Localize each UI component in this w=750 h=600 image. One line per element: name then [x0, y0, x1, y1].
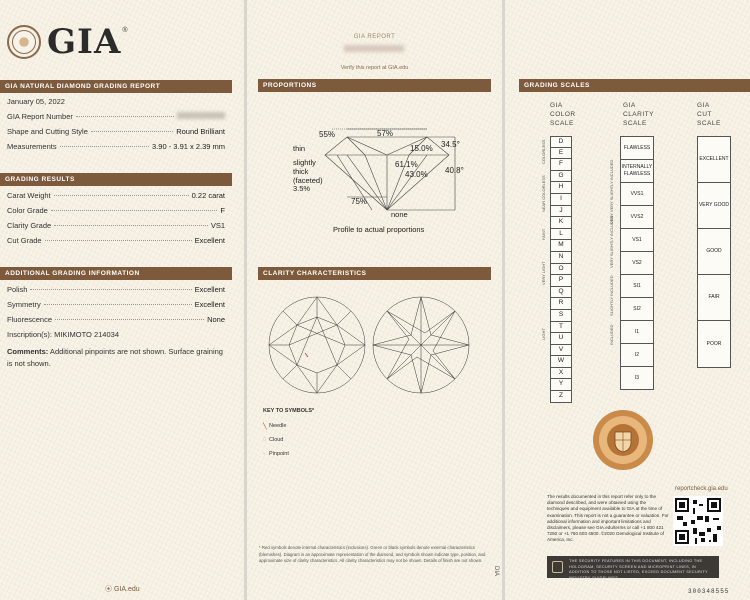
proportions-clarity-panel	[247, 0, 502, 600]
clarity-grade-cell: I1	[621, 321, 653, 344]
vertical-label: DIA	[493, 566, 499, 577]
clarity-plot-diagram	[261, 295, 487, 395]
needle-mark	[305, 353, 308, 357]
color-grade-cell: U	[550, 333, 572, 345]
clarity-group-vvs: VERY VERY SLIGHTLY INCLUDED	[609, 159, 614, 224]
report-disclaimer: The results documented in this report refer only to the diamond described, and were obtained using the techniques and equipment available to GIA at the time of examination. This report is not a guarantee or valuation. For additional information and important limitations and disclaimers, please see GIA.edu/terms or call +1 800 421 7250 or +1 760 603 4500. ©2020 Gemological Institute of America, Inc.	[547, 494, 669, 543]
color-group-colorless: COLORLESS	[541, 139, 546, 164]
color-group-faint: FAINT	[541, 228, 546, 240]
clarity-grade-cell: SI2	[621, 298, 653, 321]
color-grade-cell: P	[550, 275, 572, 287]
color-grade-cell: W	[550, 356, 572, 368]
color-grade-cell: S	[550, 310, 572, 322]
pavilion-angle: 40.8°	[445, 166, 464, 175]
color-grade-cell: H	[550, 182, 572, 194]
clarity-characteristics-bar: CLARITY CHARACTERISTICS	[258, 267, 491, 280]
color-grade-cell: X	[550, 368, 572, 380]
gia-mark-icon: ⦿	[105, 586, 114, 593]
color-grade-cell: E	[550, 148, 572, 160]
color-grade-cell: Z	[550, 391, 572, 403]
grading-scales-bar: GRADING SCALES	[519, 79, 750, 92]
symbol-pinpoint: Pinpoint	[269, 451, 289, 457]
cut-grade-cell: GOOD	[698, 229, 730, 275]
cut-scale-title: GIA CUT SCALE	[697, 102, 721, 127]
pavilion-depth: 43.0%	[405, 170, 428, 179]
measurements-row: Measurements 3.90 - 3.91 x 2.39 mm	[7, 142, 225, 151]
clarity-grade-cell: FLAWLESS	[621, 137, 653, 160]
registered-mark: ®	[122, 26, 128, 34]
report-number-row: GIA Report Number	[7, 112, 225, 127]
cut-grade-cell: FAIR	[698, 275, 730, 321]
girdle-pct: 3.5%	[293, 184, 311, 193]
color-grade-cell: O	[550, 264, 572, 276]
crown-height: 15.0%	[410, 144, 433, 153]
clarity-grade-cell: I3	[634, 374, 640, 381]
additional-info-bar: ADDITIONAL GRADING INFORMATION	[0, 267, 232, 280]
report-date: January 05, 2022	[7, 97, 65, 106]
color-grade-cell: N	[550, 252, 572, 264]
report-title-bar: GIA NATURAL DIAMOND GRADING REPORT	[0, 80, 232, 93]
table-pct: 55%	[319, 130, 336, 139]
proportions-diagram	[287, 125, 487, 220]
clarity-grade-cell: VS2	[621, 252, 653, 275]
cut-grade-cell: EXCELLENT	[698, 137, 730, 183]
gia-report-header: GIA REPORT	[353, 34, 396, 40]
grading-scales-panel	[505, 0, 750, 600]
color-grade-cell: Y	[550, 379, 572, 391]
color-group-light: LIGHT	[541, 328, 546, 340]
proportions-caption: Profile to actual proportions	[333, 225, 425, 234]
clarity-grade-cell: VVS1	[621, 183, 653, 206]
clarity-group-included: INCLUDED	[609, 324, 614, 345]
needle-symbol-icon: ╲	[263, 424, 267, 430]
report-details	[7, 97, 225, 157]
symbol-needle: Needle	[269, 423, 287, 429]
gia-logo	[7, 22, 128, 62]
color-grade-cell: K	[550, 217, 572, 229]
girdle-line2: thick	[293, 167, 309, 176]
color-grade-cell: M	[550, 240, 572, 252]
color-grade-cell: I	[550, 194, 572, 206]
clarity-grade-cell: I2	[621, 344, 653, 367]
polish-row: Polish Excellent	[7, 285, 225, 294]
clarity-grade-cell: INTERNALLY FLAWLESS	[621, 160, 653, 183]
color-grade-cell: J	[550, 206, 572, 218]
culet: none	[391, 210, 408, 219]
qr-code-icon[interactable]	[673, 496, 723, 546]
girdle-line3: (faceted)	[293, 176, 323, 185]
cut-row: Cut Grade Excellent	[7, 236, 225, 245]
clarity-group-vs: VERY SLIGHTLY INCLUDED	[609, 215, 614, 268]
symmetry-row: Symmetry Excellent	[7, 300, 225, 309]
fluorescence-row: Fluorescence None	[7, 315, 225, 324]
clarity-grade-cell: VVS2	[621, 206, 653, 229]
cut-scale	[697, 136, 731, 368]
color-group-near-colorless: NEAR COLORLESS	[541, 175, 546, 212]
clarity-row: Clarity Grade VS1	[7, 221, 225, 230]
crown-angle: 34.5°	[441, 140, 460, 149]
color-grade-cell: R	[550, 298, 572, 310]
diagram-footnote: * Red symbols denote internal characteristics (inclusions). Green or black symbols denote external characteristics (blemishes). Diagram is an approximate representation of the diamond, and symbols shown indicate type, position, and approximate size of clarity characteristics. All clarity characteristics may not be shown. Details of finish are not shown.	[259, 545, 486, 563]
crown-pct: 57%	[377, 129, 394, 138]
color-scale-title: GIA COLOR SCALE	[550, 102, 576, 127]
pinpoint-symbol-icon: ·	[263, 451, 265, 457]
color-grade-cell: V	[550, 345, 572, 357]
clarity-scale-title: GIA CLARITY SCALE	[623, 102, 654, 127]
logo-text: GIA	[47, 22, 122, 62]
symbol-cloud: Cloud	[269, 437, 284, 443]
color-grade-cell: D	[550, 136, 572, 148]
additional-info	[7, 285, 225, 370]
crown-view	[269, 297, 365, 393]
shape-row: Shape and Cutting Style Round Brilliant	[7, 127, 225, 136]
lower-half-pct: 75%	[351, 197, 368, 206]
gia-seal-icon	[7, 25, 41, 59]
girdle-line1: slightly	[293, 158, 316, 167]
color-grade-cell: L	[550, 229, 572, 241]
girdle-thin: thin	[293, 144, 306, 153]
report-summary-panel	[0, 0, 244, 600]
gia-hologram-seal-icon	[591, 408, 655, 472]
serial-number: 300348555	[688, 588, 730, 595]
cut-grade-cell: POOR	[706, 340, 722, 347]
color-row: Color Grade F	[7, 206, 225, 215]
lock-icon	[552, 561, 563, 573]
verify-link[interactable]: Verify this report at GIA.edu	[340, 65, 409, 71]
grading-results-bar: GRADING RESULTS	[0, 173, 232, 186]
color-grade-cell: G	[550, 171, 572, 183]
color-grade-cell: T	[550, 322, 572, 334]
total-depth: 61.1%	[395, 160, 418, 169]
gia-url: ⦿ GIA.edu	[105, 586, 140, 593]
reportcheck-link[interactable]: reportcheck.gia.edu	[675, 486, 728, 492]
clarity-grade-cell: SI1	[621, 275, 653, 298]
cloud-symbol-icon: ◌	[263, 437, 267, 443]
cut-grade-cell: VERY GOOD	[698, 183, 730, 229]
color-grade-cell: Q	[550, 287, 572, 299]
proportions-bar: PROPORTIONS	[258, 79, 491, 92]
security-features-box: THE SECURITY FEATURES IN THIS DOCUMENT, INCLUDING THE HOLOGRAM, SECURITY SCREEN AND MICROPRINT LINES, IN ADDITION TO THOSE NOT LISTED, EXCEED DOCUMENT SECURITY INDUSTRY GUIDELINES.	[547, 556, 719, 578]
clarity-scale	[620, 136, 654, 390]
pavilion-view	[373, 297, 469, 393]
report-number-redacted	[344, 45, 404, 52]
key-to-symbols: KEY TO SYMBOLS*	[263, 408, 315, 414]
color-group-very-light: VERY LIGHT	[541, 261, 546, 285]
grading-results	[7, 191, 225, 251]
color-scale	[550, 136, 572, 403]
inscription-row: Inscription(s): MIKIMOTO 214034	[7, 330, 119, 339]
comments: Comments: Additional pinpoints are not shown. Surface graining is not shown.	[7, 347, 223, 368]
clarity-grade-cell: VS1	[621, 229, 653, 252]
color-grade-cell: F	[550, 159, 572, 171]
carat-row: Carat Weight 0.22 carat	[7, 191, 225, 200]
report-number-redacted	[177, 112, 225, 119]
clarity-group-si: SLIGHTLY INCLUDED	[609, 275, 614, 316]
